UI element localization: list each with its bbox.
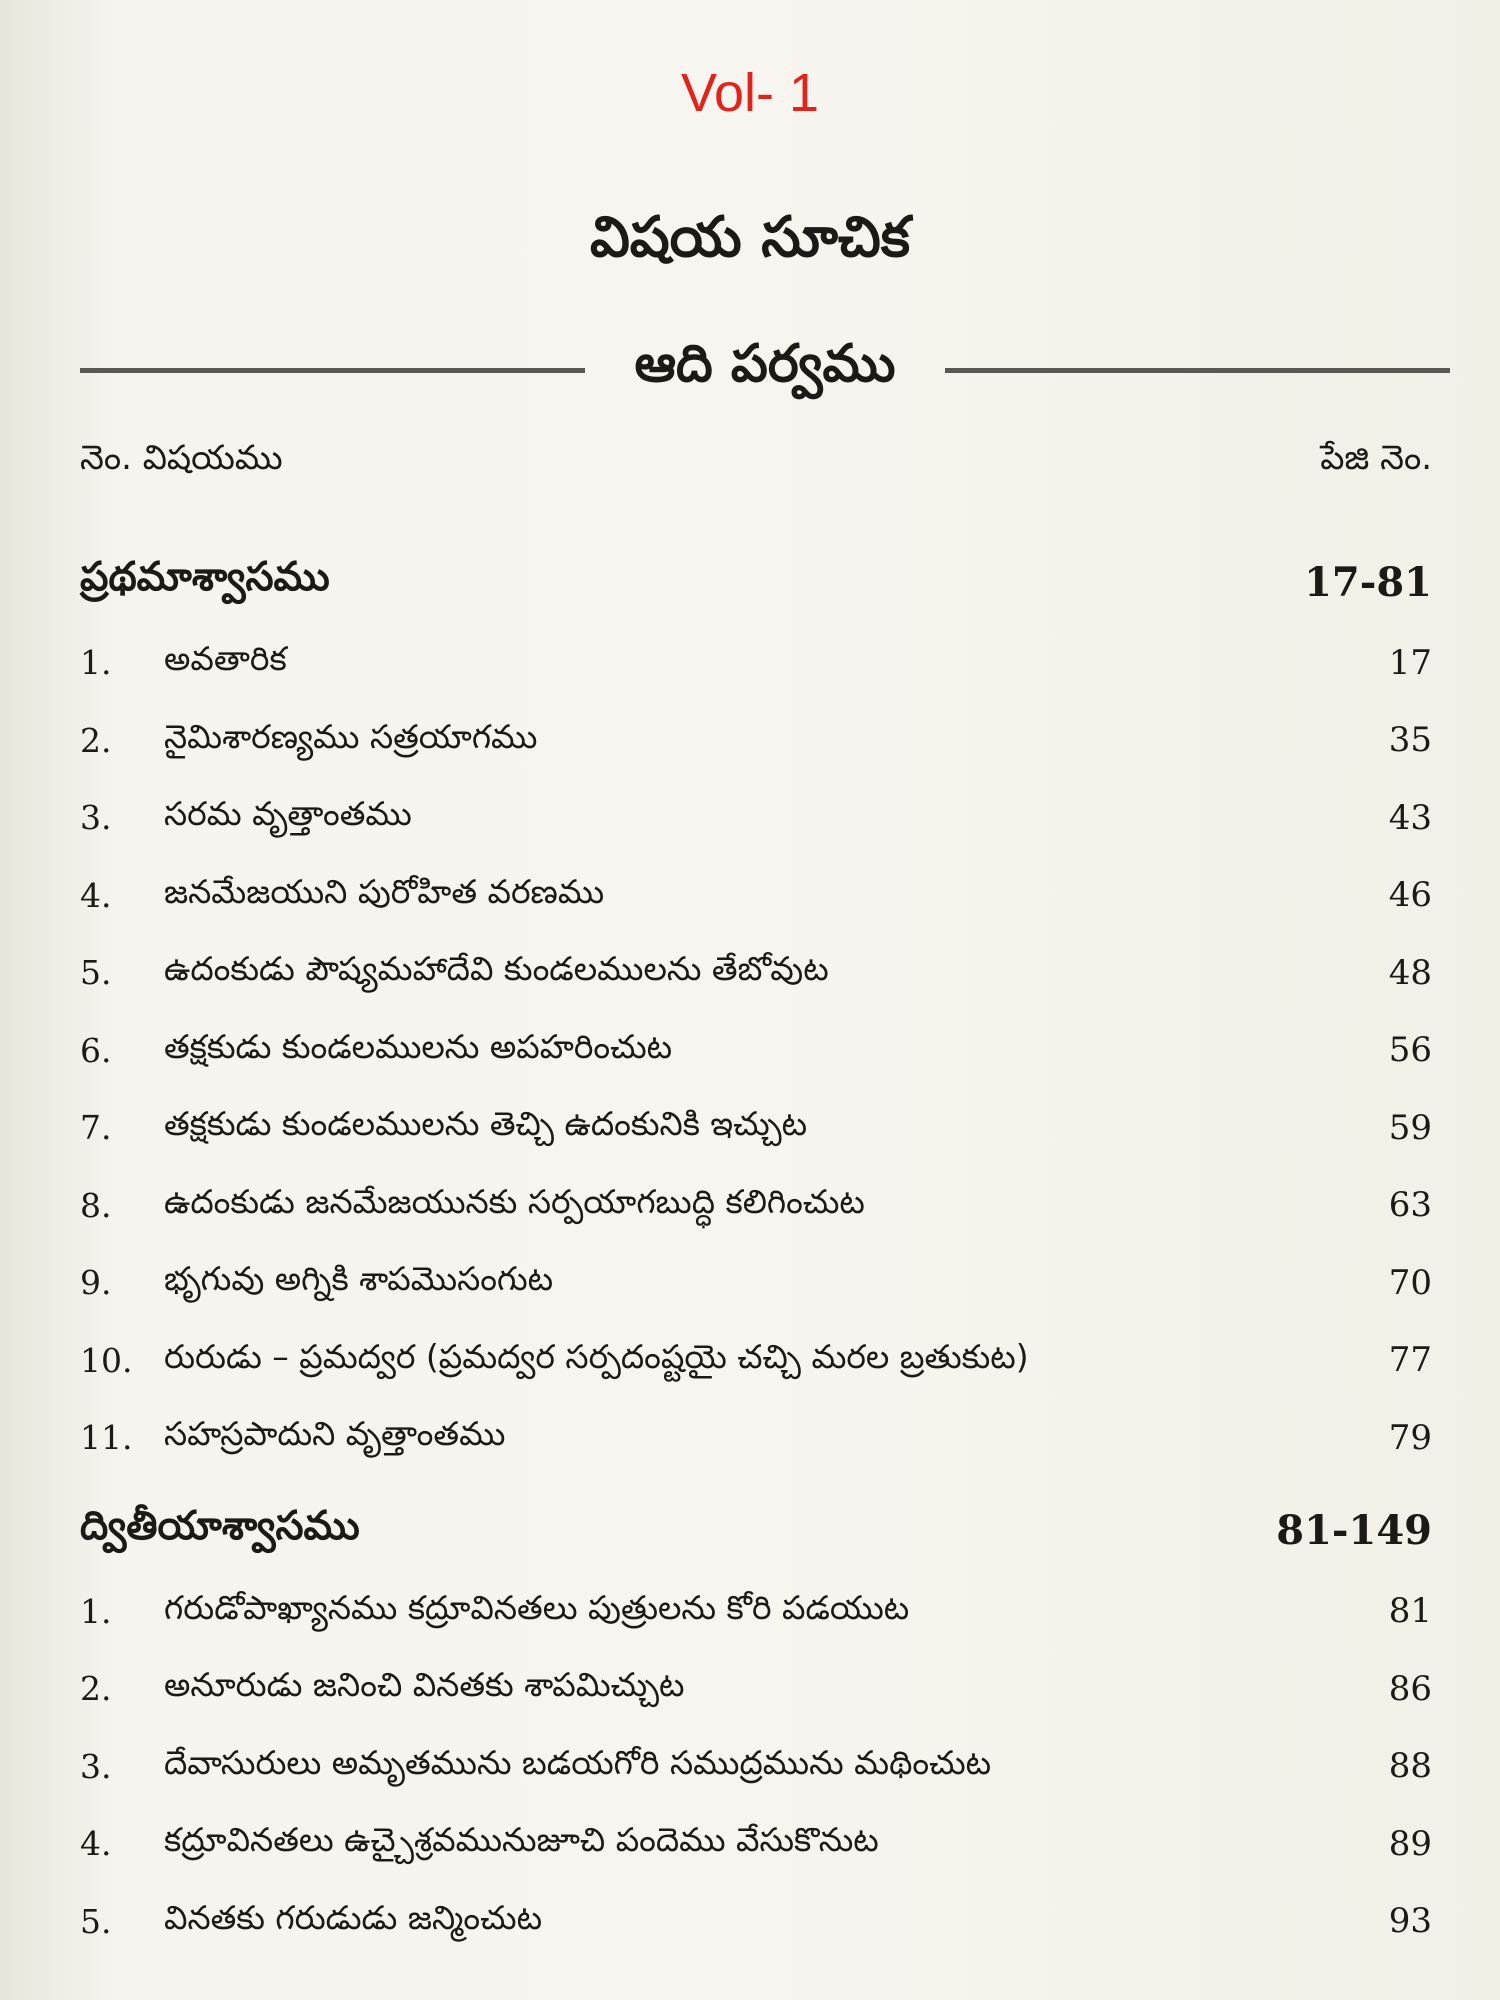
entry-title: సహస్రపాదుని వృత్తాంతము [164,1414,506,1454]
entry-number: 3. [80,1746,112,1786]
entry-title: దేవాసురులు అమృతమును బడయగోరి సముద్రమును మథించుట [164,1742,992,1782]
entry-page-number: 89 [1388,1823,1432,1864]
entry-title: కద్రూవినతలు ఉచ్చైశ్రవమునుజూచి పందెము వేసుకొనుట [164,1820,879,1860]
entry-number: 7. [80,1108,112,1148]
entry-page-number: 77 [1388,1340,1432,1381]
toc-entry [80,1650,1432,1728]
toc-entry [80,624,1432,702]
left-rule [80,368,585,373]
entry-title: భృగువు అగ్నికి శాపమొసంగుట [164,1259,554,1299]
entry-number: 9. [80,1263,112,1303]
entry-number: 10. [80,1340,133,1380]
volume-label: Vol- 1 [680,63,820,123]
entry-page-number: 46 [1388,875,1432,916]
entry-page-number: 70 [1388,1262,1432,1303]
entry-page-number: 43 [1388,797,1432,838]
column-header-row [80,438,1432,486]
section-page-range: 17-81 [1304,558,1432,606]
entry-title: సరమ వృత్తాంతము [164,794,412,834]
column-header-left: నెం. విషయము [80,438,283,478]
section-page-range: 81-149 [1276,1507,1432,1554]
column-header-right: పేజి నెం. [1320,438,1432,478]
entry-page-number: 88 [1388,1746,1432,1787]
entry-title: రురుడు – ప్రమద్వర (ప్రమద్వర సర్పదంష్టయై చచ్చి మరల బ్రతుకుట) [164,1336,1029,1376]
entry-number: 2. [80,720,112,760]
table-of-contents [80,540,1432,1960]
entry-title: అనూరుడు జనించి వినతకు శాపమిచ్చుట [164,1665,685,1705]
entry-number: 1. [80,643,112,683]
toc-entry [80,1883,1432,1961]
entry-title: ఉదంకుడు జనమేజయునకు సర్పయాగబుద్ధి కలిగించుట [164,1181,865,1221]
parva-heading [80,335,1450,405]
entry-title: గరుడోపాఖ్యానము కద్రూవినతలు పుత్రులను కోరి పడయుట [164,1587,910,1627]
toc-entry [80,779,1432,857]
toc-entry [80,1167,1432,1245]
entry-number: 3. [80,798,112,838]
entry-page-number: 35 [1388,720,1432,761]
entry-page-number: 63 [1388,1185,1432,1226]
entry-page-number: 81 [1388,1591,1432,1632]
entry-number: 8. [80,1185,112,1225]
entry-number: 11. [80,1418,133,1458]
toc-entry [80,702,1432,780]
toc-entry [80,1012,1432,1090]
entry-page-number: 86 [1388,1668,1432,1709]
right-rule [945,368,1450,373]
entry-title: ఉదంకుడు పౌష్యమహాదేవి కుండలములను తేబోవుట [164,949,829,989]
entry-title: నైమిశారణ్యము సత్రయాగము [164,716,538,756]
section-heading [80,1489,1432,1573]
section-heading [80,540,1432,624]
entry-page-number: 79 [1388,1417,1432,1458]
section-title: ద్వితీయాశ్వాసము [80,1502,360,1549]
entry-title: వినతకు గరుడుడు జన్మించుట [164,1897,543,1937]
entry-number: 4. [80,875,112,915]
section-title: ప్రథమాశ్వాసము [80,554,330,600]
entry-page-number: 93 [1388,1901,1432,1942]
entry-title: అవతారిక [164,639,287,679]
entry-number: 5. [80,1901,112,1941]
entry-page-number: 59 [1388,1107,1432,1148]
entry-page-number: 17 [1388,642,1432,683]
toc-entry [80,1573,1432,1651]
entry-number: 6. [80,1030,112,1070]
entry-title: తక్షకుడు కుండలములను అపహరించుట [164,1026,673,1066]
entry-page-number: 56 [1388,1030,1432,1071]
entry-number: 5. [80,953,112,993]
toc-entry [80,857,1432,935]
entry-number: 4. [80,1824,112,1864]
entry-title: జనమేజయుని పురోహిత వరణము [164,871,605,911]
toc-entry [80,1089,1432,1167]
parva-title: ఆది పర్వము [634,333,896,394]
toc-entry [80,934,1432,1012]
entry-number: 2. [80,1669,112,1709]
toc-entry [80,1805,1432,1883]
toc-entry [80,1728,1432,1806]
toc-entry [80,1244,1432,1322]
entry-title: తక్షకుడు కుండలములను తెచ్చి ఉదంకునికి ఇచ్చుట [164,1104,808,1144]
toc-entry [80,1322,1432,1400]
entry-page-number: 48 [1388,952,1432,993]
section-gap [80,1477,1432,1489]
toc-entry [80,1399,1432,1477]
entry-number: 1. [80,1591,112,1631]
page-title: విషయ సూచిక [589,205,911,270]
